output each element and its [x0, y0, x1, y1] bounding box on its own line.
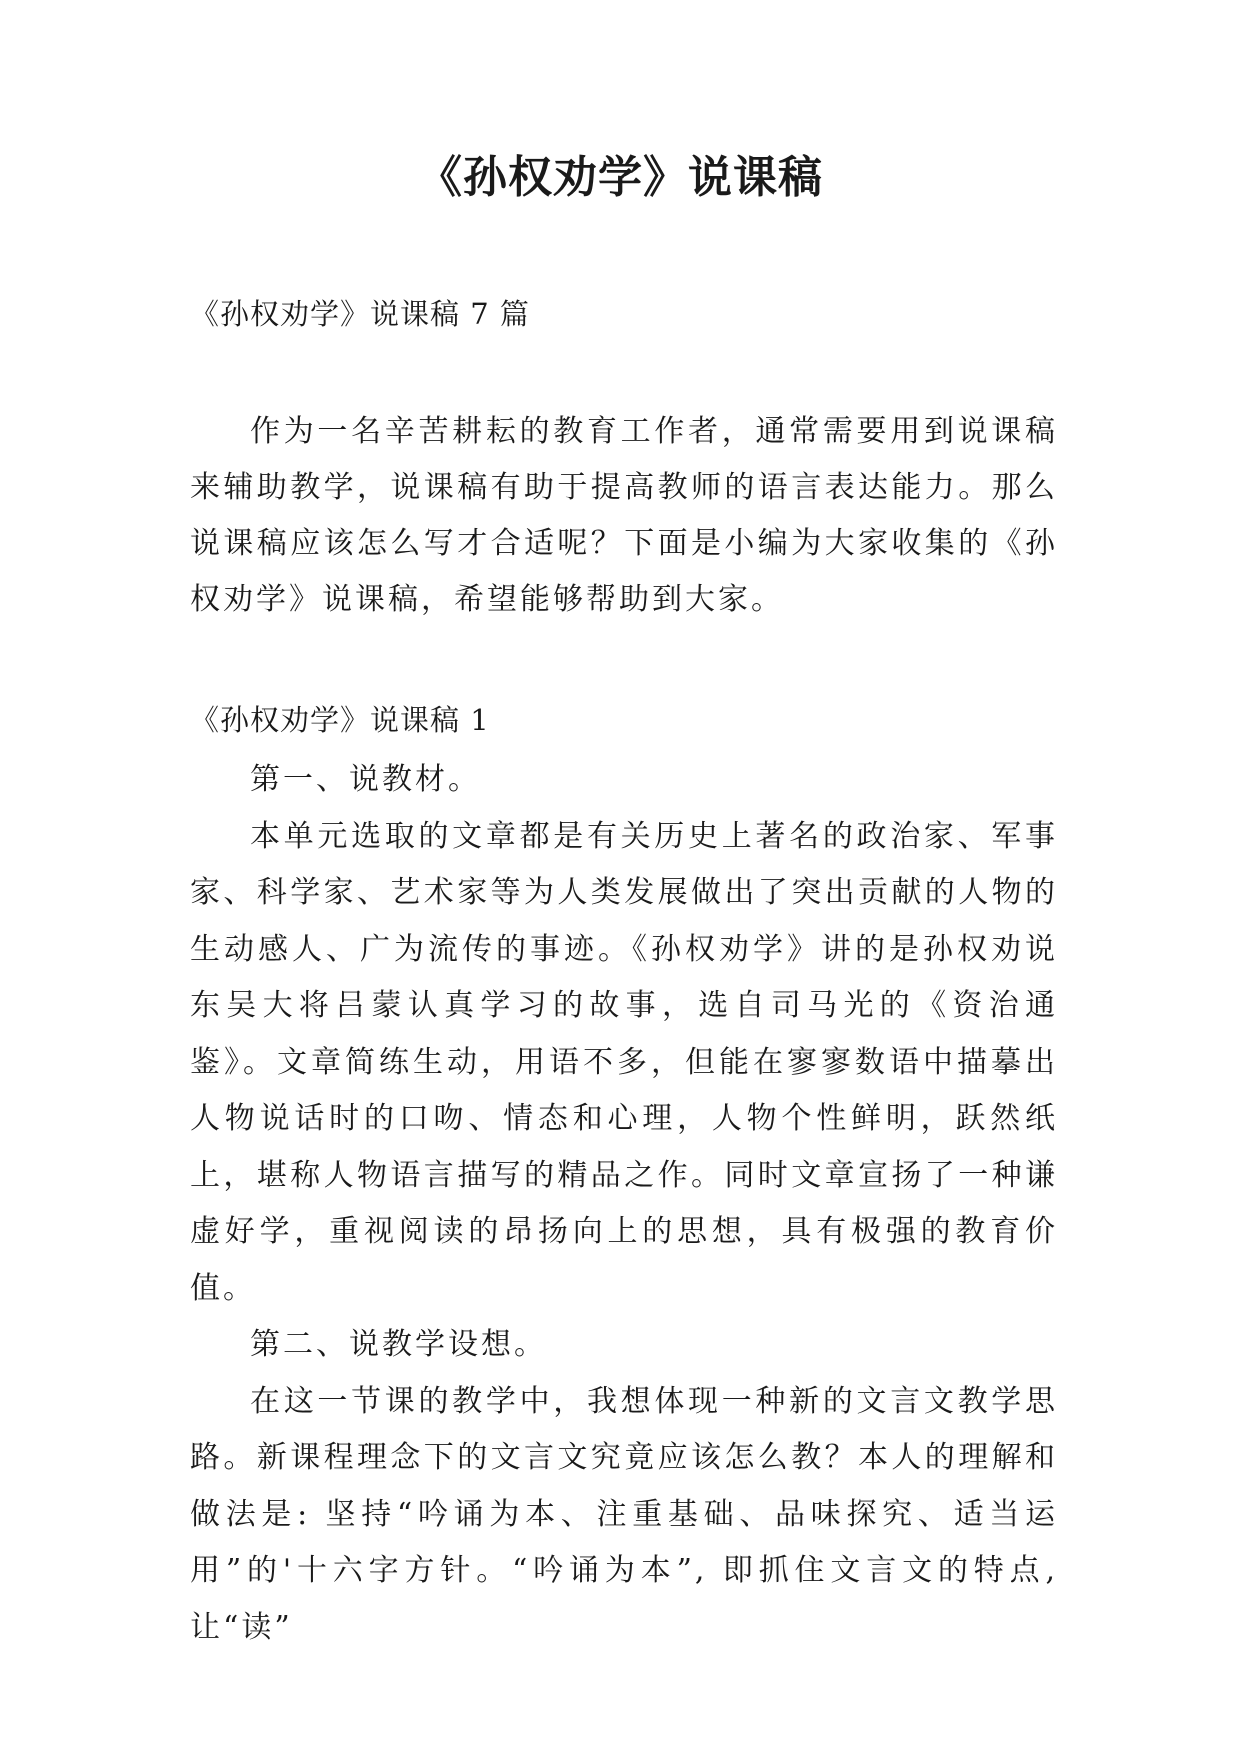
- section-body: [190, 752, 1058, 1656]
- intro-section: [190, 404, 1058, 628]
- intro-paragraph: 作为一名辛苦耕耘的教育工作者，通常需要用到说课稿来辅助教学，说课稿有助于提高教师的语言表达能力。那么说课稿应该怎么写才合适呢？下面是小编为大家收集的《孙权劝学》说课稿，希望能够帮助到大家。: [190, 414, 1058, 617]
- body-paragraph-heading-1: 第一、说教材。: [250, 762, 481, 797]
- body-paragraph: 在这一节课的教学中，我想体现一种新的文言文教学思路。新课程理念下的文言文究竟应该怎么教？本人的理解和做法是: 坚持“吟诵为本、注重基础、品味探究、适当运用”的'十六字方针。“吟诵为本”, 即抓住文言文的特点, 让“读”: [190, 1383, 1058, 1645]
- body-paragraph: 本单元选取的文章都是有关历史上著名的政治家、军事家、科学家、艺术家等为人类发展做出了突出贡献的人物的生动感人、广为流传的事迹。《孙权劝学》讲的是孙权劝说东吴大将吕蒙认真学习的故事，选自司马光的《资治通鉴》。文章简练生动，用语不多，但能在寥寥数语中描摹出人物说话时的口吻、情态和心理，人物个性鲜明，跃然纸上，堪称人物语言描写的精品之作。同时文章宣扬了一种谦虚好学，重视阅读的昂扬向上的思想，具有极强的教育价值。: [190, 818, 1058, 1306]
- document-subtitle: 《孙权劝学》说课稿 7 篇: [190, 297, 530, 331]
- body-paragraph-heading-2: 第二、说教学设想。: [250, 1327, 547, 1362]
- section-heading: 《孙权劝学》说课稿 1: [190, 703, 490, 737]
- document-title: 《孙权劝学》说课稿: [418, 152, 823, 203]
